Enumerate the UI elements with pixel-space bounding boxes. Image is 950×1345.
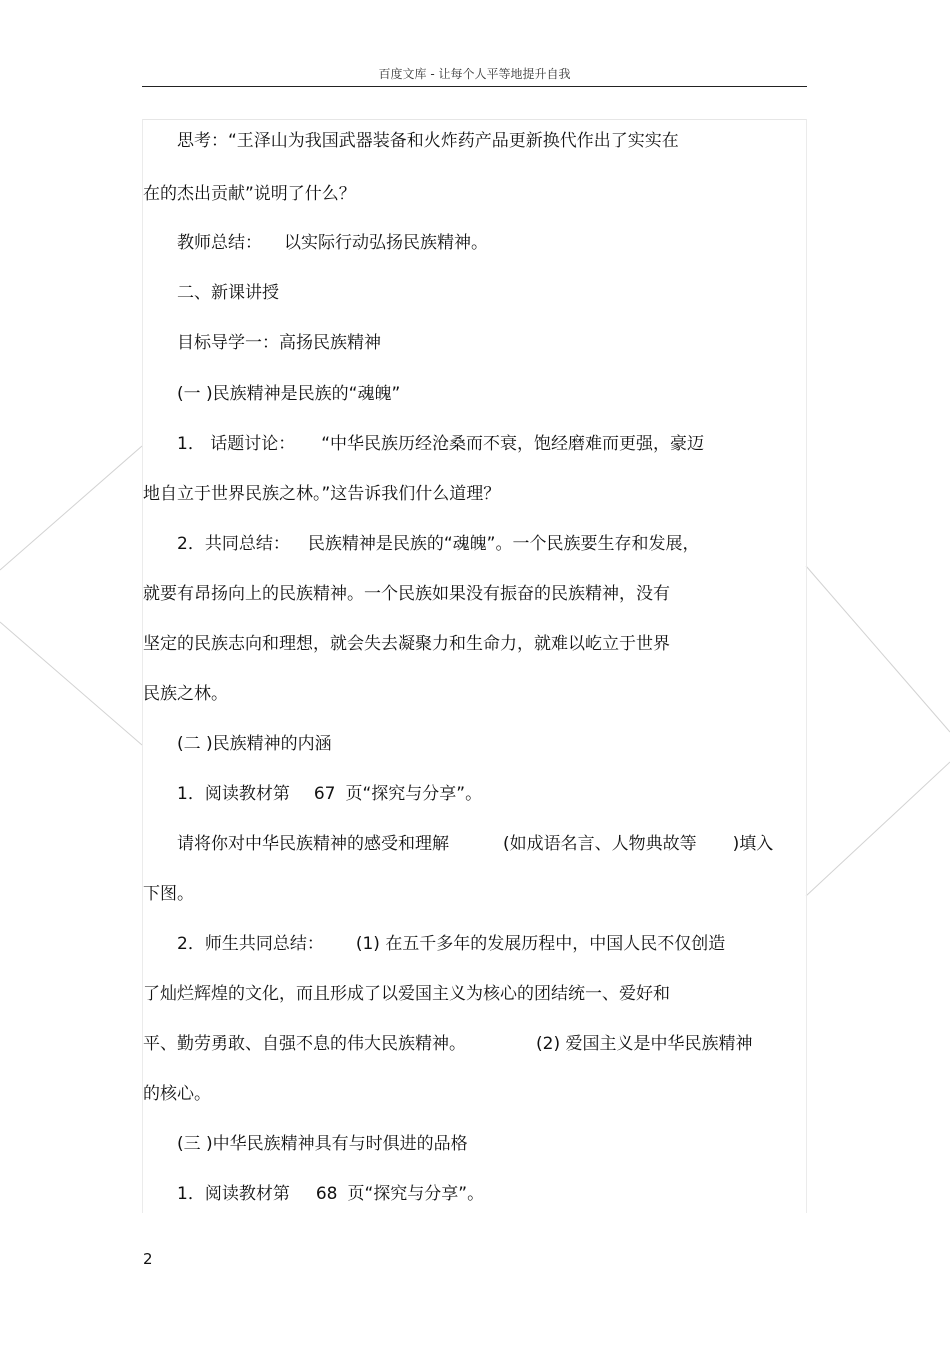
section-heading: 二、新课讲授 <box>177 283 279 303</box>
reading-label: 1．阅读教材第 <box>177 784 290 804</box>
text-line: 就要有昂扬向上的民族精神。一个民族如果没有振奋的民族精神，没有 <box>143 584 670 604</box>
summary-label: 2．共同总结： <box>177 534 290 554</box>
text-line: 下图。 <box>143 884 194 904</box>
page-number: 2 <box>143 1250 153 1268</box>
summary-text: (1) 在五千多年的发展历程中，中国人民不仅创造 <box>355 934 726 954</box>
reading-text: 页“探究与分享”。 <box>347 1184 485 1204</box>
instruction-text: 请将你对中华民族精神的感受和理解 <box>177 834 449 854</box>
teacher-summary-line <box>177 231 488 255</box>
text-line <box>143 1032 752 1056</box>
discussion-label: 1． 话题讨论： <box>177 434 296 454</box>
page-ref: 68 <box>315 1184 338 1204</box>
text-line: 了灿烂辉煌的文化，而且形成了以爱国主义为核心的团结统一、爱好和 <box>143 984 670 1004</box>
text-line: 地自立于世界民族之林。”这告诉我们什么道理？ <box>143 484 501 504</box>
subsection-heading: (一 )民族精神是民族的“魂魄” <box>177 384 401 404</box>
page-header: 百度文库 - 让每个人平等地提升自我 <box>142 64 807 87</box>
discussion-line <box>177 432 704 456</box>
reading-label: 1．阅读教材第 <box>177 1184 290 1204</box>
text-line: 坚定的民族志向和理想，就会失去凝聚力和生命力，就难以屹立于世界 <box>143 634 670 654</box>
objective-heading: 目标导学一：高扬民族精神 <box>177 333 381 353</box>
text-line: 民族之林。 <box>143 684 228 704</box>
summary-label: 2．师生共同总结： <box>177 934 324 954</box>
text-line: 的核心。 <box>143 1084 211 1104</box>
text-line: 在的杰出贡献”说明了什么？ <box>143 184 356 204</box>
subsection-heading: (三 )中华民族精神具有与时俱进的品格 <box>177 1134 468 1154</box>
summary-text: 民族精神是民族的“魂魄”。一个民族要生存和发展， <box>307 534 700 554</box>
instruction-end: )填入 <box>732 834 774 854</box>
reading-line <box>177 782 482 806</box>
summary-line <box>177 532 699 556</box>
text-segment: 平、勤劳勇敢、自强不息的伟大民族精神。 <box>143 1034 466 1054</box>
summary-label: 教师总结： <box>177 233 262 253</box>
instruction-line <box>177 832 773 856</box>
reading-line <box>177 1182 484 1206</box>
reading-text: 页“探究与分享”。 <box>345 784 483 804</box>
instruction-example: (如成语名言、人物典故等 <box>503 834 697 854</box>
discussion-text: “中华民族历经沧桑而不衰，饱经磨难而更强，豪迈 <box>321 434 705 454</box>
summary-text: 以实际行动弘扬民族精神。 <box>284 233 488 253</box>
text-line: 思考：“王泽山为我国武器装备和火炸药产品更新换代作出了实实在 <box>177 131 679 151</box>
text-segment: (2) 爱国主义是中华民族精神 <box>536 1034 753 1054</box>
page-ref: 67 <box>313 784 336 804</box>
subsection-heading: (二 )民族精神的内涵 <box>177 734 332 754</box>
summary-line <box>177 932 725 956</box>
